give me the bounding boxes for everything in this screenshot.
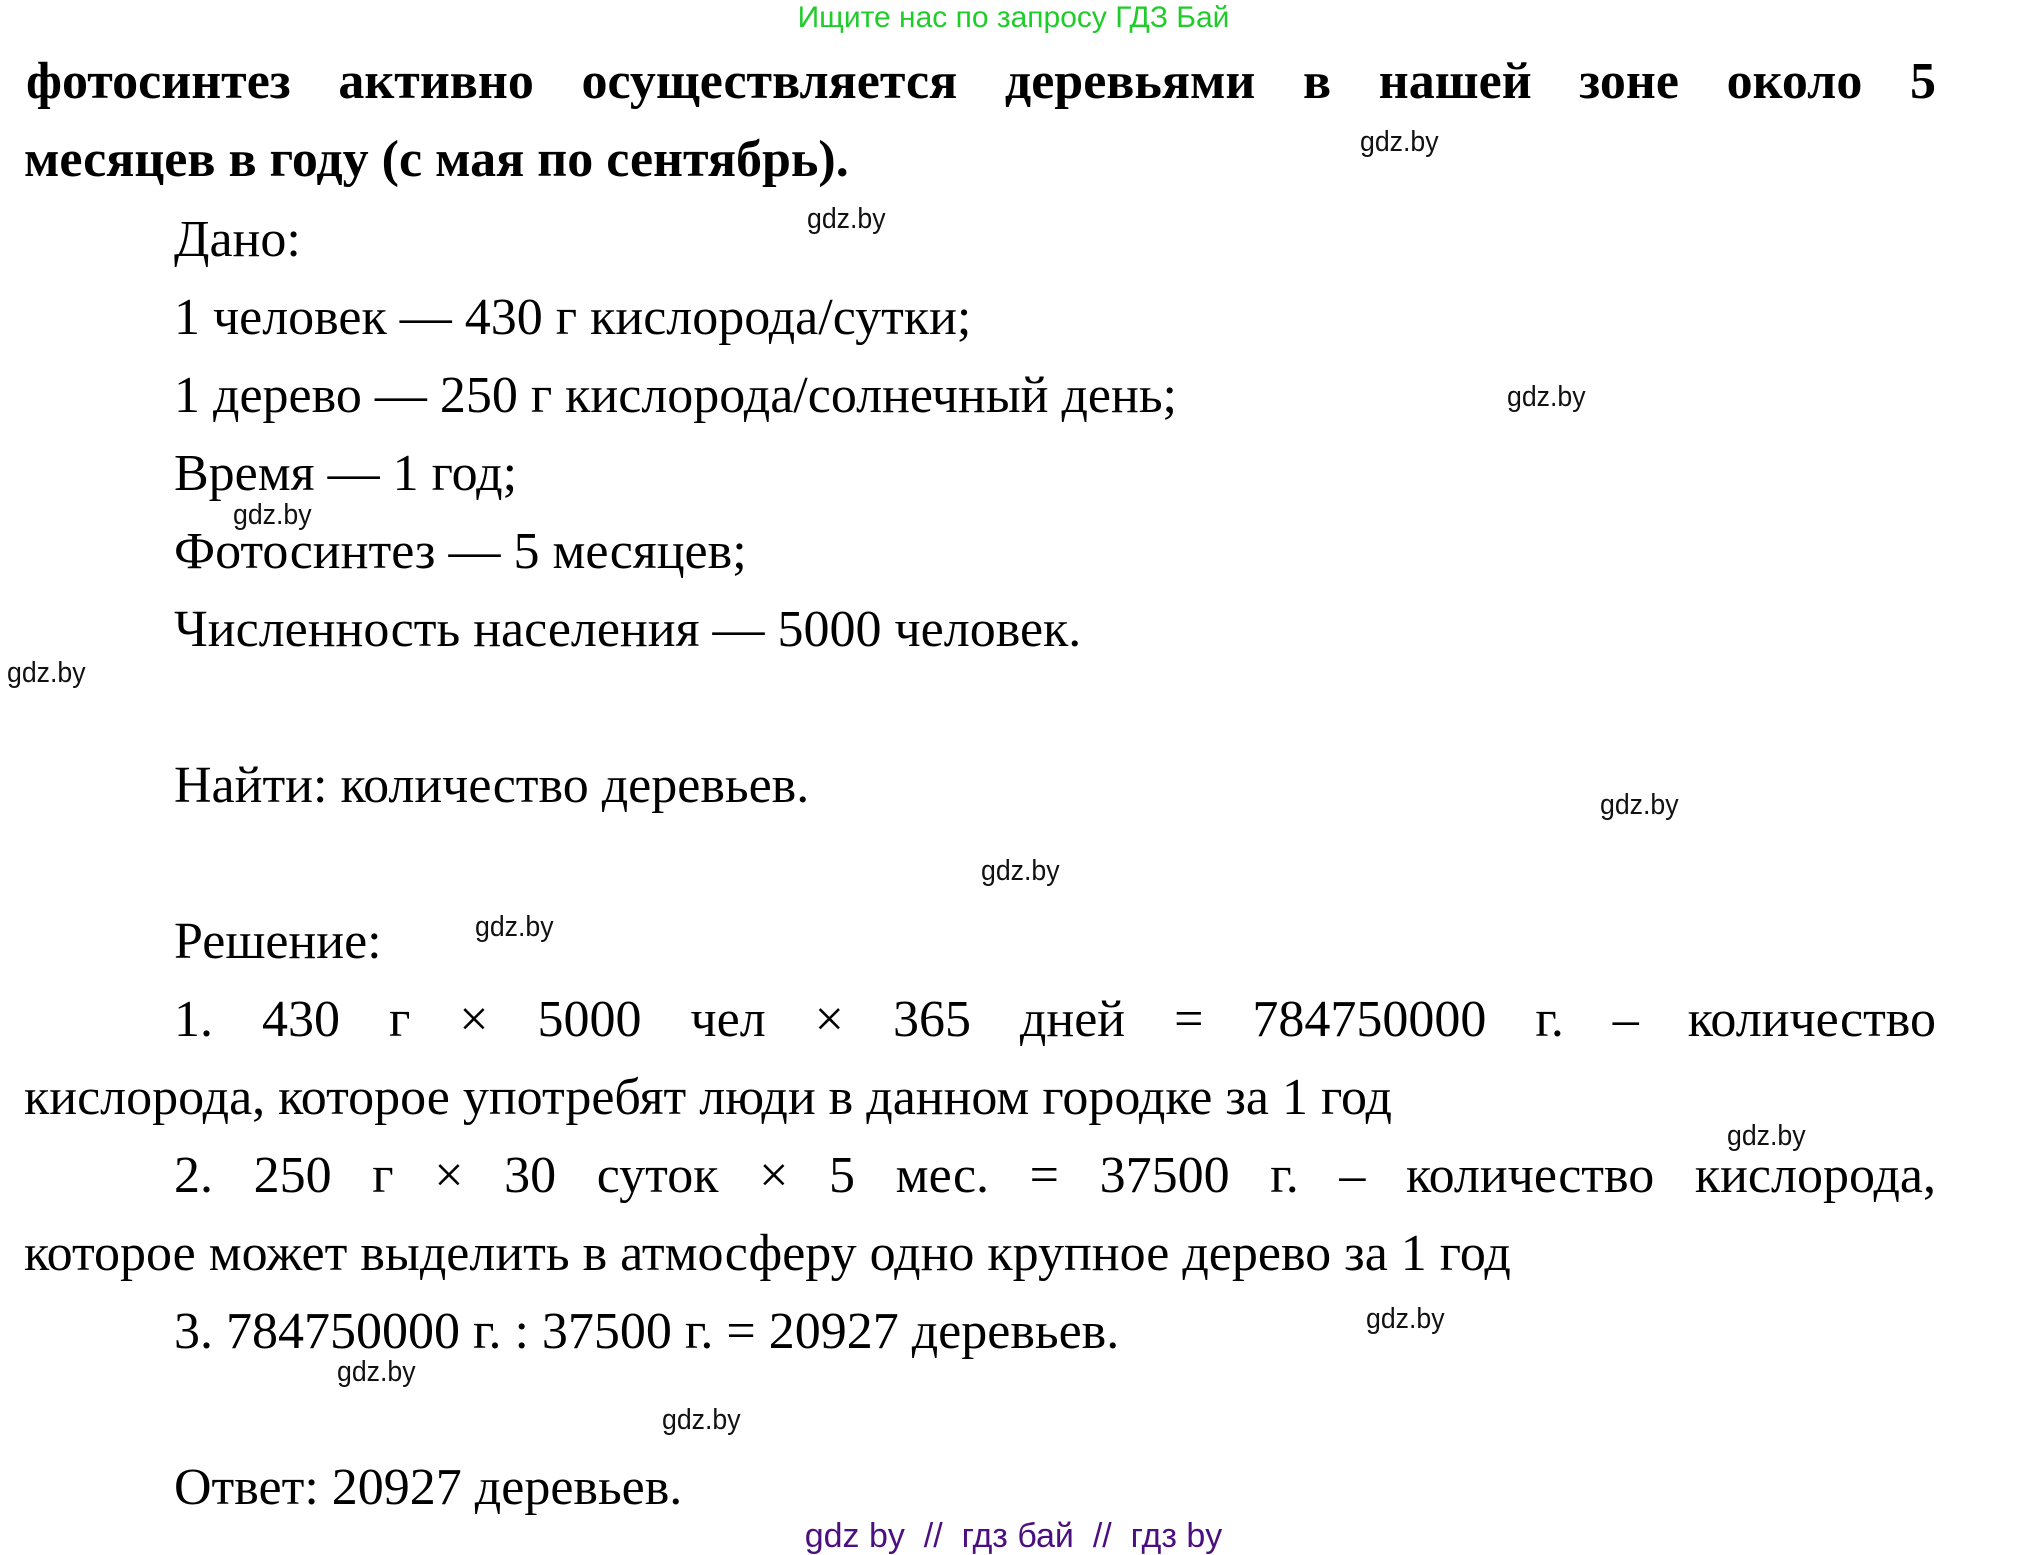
watermark: gdz.by	[337, 1356, 416, 1388]
given-item: Фотосинтез — 5 месяцев;	[174, 523, 747, 580]
watermark: gdz.by	[1600, 789, 1679, 821]
solution-step-1-line-2: кислорода, которое употребят люди в данном городке за 1 год	[24, 1069, 1392, 1126]
watermark: gdz.by	[1360, 126, 1439, 158]
watermark: gdz.by	[1727, 1120, 1806, 1152]
watermark: gdz.by	[7, 657, 86, 689]
given-item: 1 человек — 430 г кислорода/сутки;	[174, 289, 972, 346]
footer-site-links[interactable]: gdz by // гдз бай // гдз by	[804, 1517, 1223, 1555]
watermark: gdz.by	[662, 1404, 741, 1436]
watermark: gdz.by	[233, 499, 312, 531]
watermark: gdz.by	[807, 203, 886, 235]
given-item: Время — 1 год;	[174, 445, 518, 502]
find-text: Найти: количество деревьев.	[174, 757, 810, 814]
solution-step-1-line-1: 1. 430 г × 5000 чел × 365 дней = 784750000 г. – количество	[174, 991, 1936, 1048]
solution-step-2-line-2: которое может выделить в атмосферу одно крупное дерево за 1 год	[24, 1225, 1511, 1282]
watermark: gdz.by	[475, 911, 554, 943]
solution-step-2-line-1: 2. 250 г × 30 суток × 5 мес. = 37500 г. – количество кислорода,	[174, 1147, 1936, 1204]
answer-text: Ответ: 20927 деревьев.	[174, 1459, 683, 1516]
task-text-line-2: месяцев в году (с мая по сентябрь).	[24, 131, 849, 188]
watermark: gdz.by	[1366, 1303, 1445, 1335]
solution-step-3: 3. 784750000 г. : 37500 г. = 20927 деревьев.	[174, 1303, 1120, 1360]
search-banner: Ищите нас по запросу ГДЗ Бай	[797, 1, 1230, 34]
given-item: Численность населения — 5000 человек.	[174, 601, 1082, 658]
solution-title: Решение:	[174, 913, 382, 970]
given-title: Дано:	[174, 211, 301, 268]
watermark: gdz.by	[1507, 381, 1586, 413]
task-text-line-1: фотосинтез активно осуществляется деревьями в нашей зоне около 5	[26, 53, 1936, 110]
watermark: gdz.by	[981, 855, 1060, 887]
given-item: 1 дерево — 250 г кислорода/солнечный день;	[174, 367, 1177, 424]
